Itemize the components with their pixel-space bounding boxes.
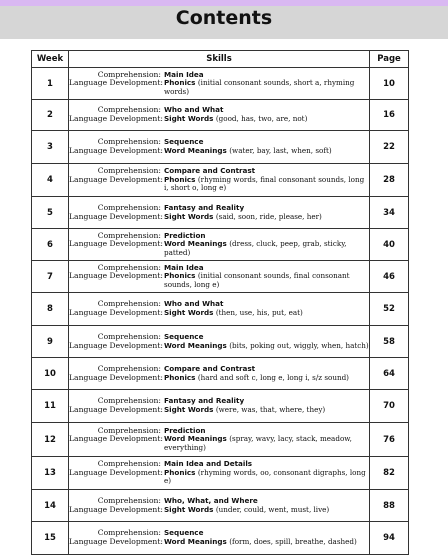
skill-category-label: Language Development: [69,211,163,221]
skill-name: Phonics [164,372,196,382]
contents-table [31,50,409,555]
skill-details: (initial consonant sounds, final consonant sounds, long e) [164,271,350,289]
week-number: 14 [32,490,69,522]
page-number: 70 [370,390,409,423]
skill-category-label: Language Development: [69,146,163,155]
skills-cell [69,457,370,490]
table-row [32,197,409,229]
skill-name: Main Idea [164,69,204,79]
language-development-line [69,272,369,289]
skill-name: Main Idea and Details [164,459,253,469]
skills-cell [69,423,370,457]
week-number: 6 [32,229,69,261]
skill-name: Who, What, and Where [164,495,258,505]
skills-cell [69,490,370,522]
language-development-line [69,374,369,383]
skill-name: Fantasy and Reality [164,202,245,212]
skills-cell [69,197,370,229]
skill-category-label: Comprehension: [97,230,161,240]
week-number: 7 [32,261,69,293]
table-header-row [32,51,409,68]
language-development-line [69,147,369,156]
language-development-line [69,342,369,351]
page-number: 34 [370,197,409,229]
skill-category-label: Language Development: [69,504,163,514]
table-row [32,68,409,100]
skill-details: (spray, wavy, lacy, stack, meadow, everything) [164,434,352,452]
skill-name: Who and What [164,299,224,309]
skill-name: Fantasy and Reality [164,396,245,406]
week-number: 10 [32,358,69,390]
page-number: 88 [370,490,409,522]
skill-name: Word Meanings [164,340,227,350]
table-row [32,423,409,457]
language-development-line [69,213,369,222]
skill-details: (said, soon, ride, please, her) [215,211,322,221]
table-row [32,100,409,131]
skill-category-label: Comprehension: [97,363,161,373]
language-development-line [69,406,369,415]
table-row [32,229,409,261]
page-number: 82 [370,457,409,490]
page-number: 76 [370,423,409,457]
skill-category-label: Language Development: [69,372,163,382]
skill-name: Phonics [164,467,196,477]
language-development-line [69,240,369,257]
skill-details: (bits, poking out, wiggly, when, hatch) [229,340,369,350]
week-number: 11 [32,390,69,423]
skill-category-label: Comprehension: [97,528,161,538]
skill-category-label: Comprehension: [97,262,161,272]
skill-details: (water, bay, last, when, soft) [229,146,332,155]
skill-details: (were, was, that, where, they) [215,405,326,414]
skill-category-label: Comprehension: [97,425,161,435]
page-number: 40 [370,229,409,261]
skill-name: Compare and Contrast [164,363,256,373]
skill-name: Compare and Contrast [164,166,256,176]
skill-name: Prediction [164,230,206,240]
language-development-line [69,435,369,452]
skills-cell [69,131,370,164]
skill-category-label: Language Development: [69,271,163,281]
skills-cell [69,326,370,358]
skill-category-label: Comprehension: [97,105,161,115]
skill-name: Sequence [164,331,204,341]
language-development-line [69,115,369,124]
page-number: 58 [370,326,409,358]
table-row [32,490,409,522]
page-number: 94 [370,522,409,555]
table-body [32,68,409,555]
page-number: 64 [370,358,409,390]
skill-category-label: Language Development: [69,239,163,249]
skills-cell [69,261,370,293]
skill-name: Phonics [164,174,196,184]
skill-name: Word Meanings [164,239,227,249]
skill-category-label: Language Development: [69,405,163,414]
table-row [32,522,409,555]
table-row [32,326,409,358]
page-number: 10 [370,68,409,100]
skill-name: Phonics [164,271,196,281]
skill-category-label: Comprehension: [97,459,161,469]
skill-name: Sight Words [164,504,214,514]
skill-details: (form, does, spill, breathe, dashed) [229,537,357,546]
skill-category-label: Comprehension: [97,137,161,147]
skills-column-header: Skills [69,51,370,68]
skill-name: Who and What [164,105,224,115]
skill-name: Word Meanings [164,537,227,546]
language-development-line [69,469,369,486]
week-number: 13 [32,457,69,490]
skill-name: Sight Words [164,308,214,317]
skill-category-label: Language Development: [69,537,163,546]
week-number: 4 [32,164,69,197]
skill-details: (hard and soft c, long e, long i, s/z sound) [197,372,349,382]
table-row [32,390,409,423]
skill-category-label: Language Development: [69,340,163,350]
skill-name: Sight Words [164,211,214,221]
week-column-header: Week [32,51,69,68]
skill-category-label: Language Development: [69,78,163,88]
week-number: 15 [32,522,69,555]
skill-category-label: Comprehension: [97,396,161,406]
table-row [32,358,409,390]
page-number: 52 [370,293,409,326]
skills-cell [69,164,370,197]
table-row [32,293,409,326]
skill-details: (rhyming words, oo, consonant digraphs, long e) [164,467,366,486]
table-row [32,457,409,490]
skills-cell [69,358,370,390]
skill-category-label: Comprehension: [97,69,161,79]
page-number: 16 [370,100,409,131]
page-number: 28 [370,164,409,197]
skill-name: Sight Words [164,405,214,414]
skill-details: (initial consonant sounds, short a, rhyming words) [164,78,355,96]
skill-name: Sequence [164,137,204,147]
skill-details: (then, use, his, put, eat) [215,308,303,317]
skill-category-label: Language Development: [69,434,163,444]
page-number: 46 [370,261,409,293]
week-number: 5 [32,197,69,229]
skills-cell [69,390,370,423]
week-number: 3 [32,131,69,164]
skill-details: (dress, cluck, peep, grab, sticky, patted) [164,239,347,257]
skill-details: (rhyming words, final consonant sounds, long i, short o, long e) [164,174,365,193]
table-row [32,131,409,164]
page-column-header: Page [370,51,409,68]
skill-category-label: Language Development: [69,308,163,317]
skill-category-label: Comprehension: [97,495,161,505]
week-number: 12 [32,423,69,457]
skill-category-label: Comprehension: [97,299,161,309]
language-development-line [69,176,369,193]
language-development-line [69,309,369,318]
skills-cell [69,100,370,131]
language-development-line [69,79,369,96]
skill-details: (good, has, two, are, not) [215,114,308,123]
skill-name: Main Idea [164,262,204,272]
page-number: 22 [370,131,409,164]
language-development-line [69,538,369,547]
skill-name: Word Meanings [164,434,227,444]
skill-name: Phonics [164,78,196,88]
skill-category-label: Comprehension: [97,331,161,341]
skills-cell [69,68,370,100]
skill-category-label: Language Development: [69,114,163,123]
skill-name: Word Meanings [164,146,227,155]
skill-category-label: Language Development: [69,174,163,184]
skill-name: Sequence [164,528,204,538]
skill-category-label: Language Development: [69,467,163,477]
skill-category-label: Comprehension: [97,202,161,212]
skills-cell [69,229,370,261]
language-development-line [69,506,369,515]
table-row [32,261,409,293]
week-number: 9 [32,326,69,358]
skills-cell [69,293,370,326]
table-row [32,164,409,197]
page-title: Contents [175,7,273,29]
week-number: 8 [32,293,69,326]
week-number: 1 [32,68,69,100]
skill-name: Prediction [164,425,206,435]
skill-category-label: Comprehension: [97,166,161,176]
skills-cell [69,522,370,555]
skill-details: (under, could, went, must, live) [215,504,330,514]
week-number: 2 [32,100,69,131]
skill-name: Sight Words [164,114,214,123]
